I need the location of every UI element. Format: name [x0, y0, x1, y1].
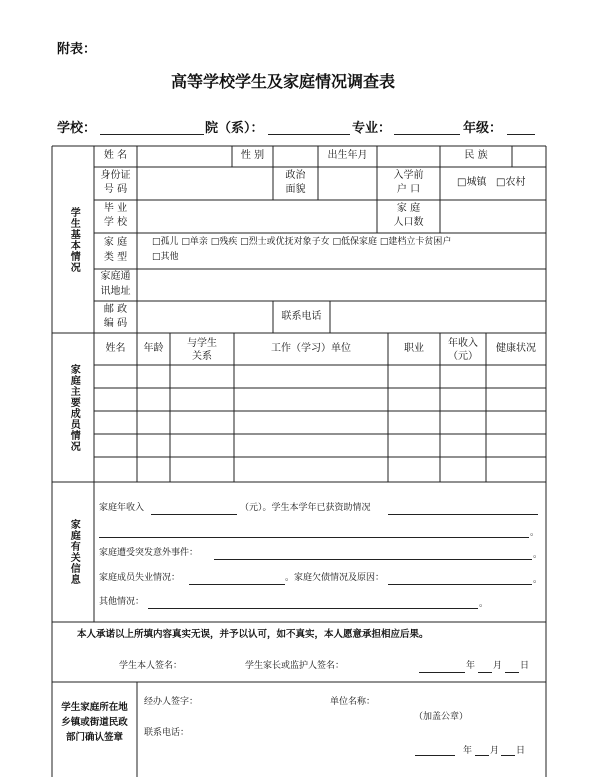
pledge-year-label: 年	[466, 661, 476, 671]
pledge-year-field[interactable]	[419, 672, 465, 673]
pledge-month-field[interactable]	[478, 672, 492, 673]
family-size-label-2: 人口数	[393, 217, 424, 228]
period-1: 。	[530, 528, 540, 538]
address-label-2: 讯地址	[100, 286, 131, 297]
col-name: 姓名	[105, 343, 126, 354]
period-2: 。	[533, 550, 543, 560]
political-label-2: 面貌	[285, 184, 306, 195]
school-label: 学校：	[57, 121, 97, 136]
income-field[interactable]	[151, 514, 237, 515]
income-label: 家庭年收入	[99, 503, 145, 513]
birth-label: 出生年月	[327, 150, 368, 161]
table-row[interactable]	[95, 366, 545, 388]
section-title-text: 学生基本情况	[68, 206, 80, 273]
attachment-label: 附表：	[57, 42, 97, 57]
confirm-label-3: 部门确认签章	[65, 732, 123, 743]
table-row[interactable]	[95, 389, 545, 411]
other-field[interactable]	[148, 608, 478, 609]
unemployment-label: 家庭成员失业情况：	[99, 573, 181, 583]
official-seal-note: （加盖公章）	[414, 712, 469, 722]
section-family-info-title	[52, 482, 94, 622]
confirm-year-field[interactable]	[415, 755, 455, 756]
confirm-year-label: 年	[463, 746, 473, 756]
phone-field[interactable]	[331, 302, 545, 332]
confirm-day-field[interactable]	[501, 755, 515, 756]
period-3: 。	[533, 575, 543, 585]
table-row[interactable]	[95, 412, 545, 434]
aid-field-line2[interactable]	[99, 537, 529, 538]
confirm-phone-label: 联系电话：	[144, 728, 190, 738]
aid-label: （元）。学生本学年已获资助情况	[240, 503, 371, 513]
unit-name-label: 单位名称：	[330, 697, 376, 707]
id-card-field[interactable]	[138, 168, 272, 199]
confirm-day-label: 日	[516, 746, 526, 756]
family-type-options[interactable]: □孤儿 □单亲 □残疾 □烈士或优抚对象子女 □低保家庭 □建档立卡贫困户	[152, 237, 452, 247]
pledge-month-label: 月	[493, 661, 503, 671]
grad-school-label-1: 毕 业	[103, 203, 128, 214]
ethnicity-label: 民 族	[464, 150, 488, 161]
political-label-1: 政治	[285, 170, 306, 181]
address-field[interactable]	[138, 270, 545, 300]
debt-field[interactable]	[388, 584, 532, 585]
zip-label-2: 编 码	[103, 318, 128, 329]
confirm-label-1: 学生家庭所在地	[61, 702, 128, 713]
dept-label: 院（系）：	[205, 121, 264, 136]
col-occupation: 职业	[404, 343, 424, 354]
phone-label: 联系电话	[281, 311, 322, 322]
id-card-label-2: 号 码	[103, 184, 128, 195]
table-row[interactable]	[95, 458, 545, 481]
id-card-label-1: 身份证	[100, 170, 131, 181]
zip-label-1: 邮 政	[103, 304, 128, 315]
section-basic-info-title	[52, 146, 94, 333]
political-field[interactable]	[319, 168, 376, 199]
hukou-option-rural[interactable]: □农村	[496, 177, 526, 188]
confirm-month-field[interactable]	[475, 755, 489, 756]
major-label: 专业：	[352, 121, 392, 136]
birth-field[interactable]	[378, 147, 439, 166]
confirm-month-label: 月	[490, 746, 500, 756]
section-title-text: 家庭有关信息	[68, 519, 80, 585]
hukou-option-urban[interactable]: □城镇	[457, 177, 487, 188]
grade-label: 年级：	[463, 121, 503, 136]
address-label-1: 家庭通	[100, 271, 131, 282]
section-title-text: 家庭主要成员情况	[68, 363, 80, 452]
name-label: 姓 名	[103, 150, 128, 161]
family-type-label-1: 家 庭	[103, 237, 128, 248]
name-field[interactable]	[138, 147, 231, 166]
zip-field[interactable]	[138, 302, 272, 332]
confirm-label-2: 乡镇或街道民政	[61, 717, 128, 728]
handler-signature-label: 经办人签字：	[144, 697, 199, 707]
grad-school-field[interactable]	[138, 201, 376, 232]
hukou-label-1: 入学前	[393, 170, 424, 181]
accident-field[interactable]	[214, 559, 532, 560]
pledge-day-label: 日	[520, 661, 530, 671]
aid-field-line1[interactable]	[388, 514, 538, 515]
debt-label: 。家庭欠债情况及原因：	[285, 573, 385, 583]
col-age: 年龄	[143, 343, 164, 354]
family-type-other[interactable]: □其他	[152, 252, 179, 262]
col-relation: 与学生 关系	[187, 338, 217, 362]
family-type-label-2: 类 型	[103, 252, 128, 263]
table-row[interactable]	[95, 435, 545, 457]
hukou-label-2: 户 口	[396, 184, 421, 195]
pledge-text: 本人承诺以上所填内容真实无误，并予以认可，如不真实，本人愿意承担相应后果。	[77, 629, 429, 640]
pledge-day-field[interactable]	[505, 672, 519, 673]
unemployment-field[interactable]	[189, 584, 285, 585]
ethnicity-field[interactable]	[513, 147, 545, 166]
gender-label: 性 别	[240, 150, 265, 161]
period-4: 。	[479, 599, 489, 609]
family-size-field[interactable]	[441, 201, 545, 232]
other-label: 其他情况：	[99, 597, 145, 607]
col-work-unit: 工作（学习）单位	[271, 343, 351, 354]
gender-field[interactable]	[274, 147, 317, 166]
col-health: 健康状况	[496, 343, 536, 354]
parent-signature-label: 学生家长或监护人签名：	[245, 661, 345, 671]
grad-school-label-2: 学 校	[103, 217, 128, 228]
accident-label: 家庭遭受突发意外事件：	[99, 548, 199, 558]
col-annual-income: 年收入 （元）	[448, 338, 478, 362]
section-family-members-title	[52, 333, 94, 482]
student-signature-label: 学生本人签名：	[119, 661, 183, 671]
family-size-label-1: 家 庭	[396, 203, 421, 214]
page-title: 高等学校学生及家庭情况调查表	[171, 72, 396, 91]
